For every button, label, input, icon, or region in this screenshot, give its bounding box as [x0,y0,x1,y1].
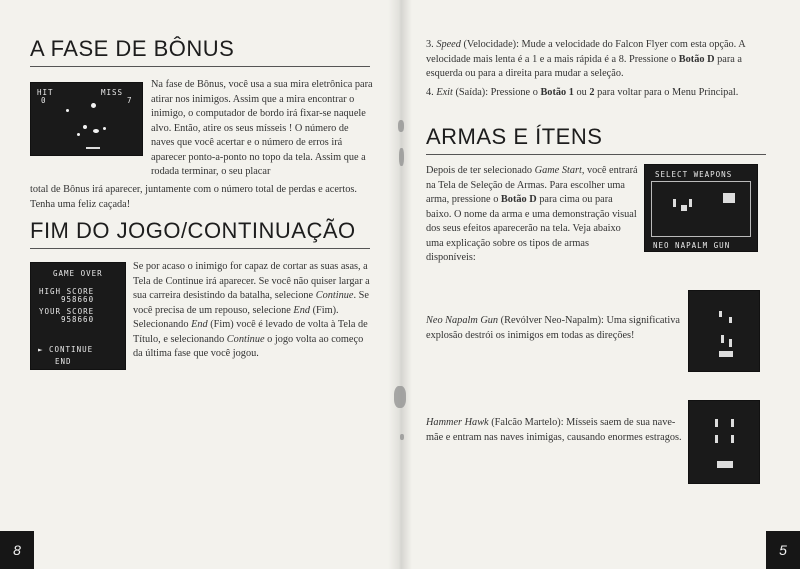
high-score-value: 958660 [61,295,95,304]
explosion-sprite [729,317,732,323]
speed-paragraph: 3. Speed (Velocidade): Mude a velocidade do Falcon Flyer com esta opção. A velocidade mais lenta é a 1 e a mais rápida é a 8. Pressione o Botão D para a esquerda ou para a direita para mudar a seleção. [426,39,746,79]
right-page [390,0,800,569]
bonus-heading-rule [30,66,370,67]
left-page [0,0,390,569]
exit-paragraph: 4. Exit (Saída): Pressione o Botão 1 ou 2 para voltar para o Menu Principal. [426,87,739,98]
end-option: END [55,357,72,366]
star-sprite [66,109,69,112]
neo-napalm-paragraph: Neo Napalm Gun (Revólver Neo-Napalm): Uma significativa explosão destrói os inimigos em todas as direções! [426,315,680,341]
missile-sprite [729,339,732,347]
page-number-left: 8 [0,531,34,569]
your-score-label: YOUR SCORE [39,307,95,316]
crosshair-sprite [93,129,99,133]
hammer-hawk-screenshot [688,400,760,484]
missile-sprite [721,335,724,343]
star-sprite [77,133,80,136]
bonus-paragraph-bottom: total de Bônus irá aparecer, juntamente com o número total de perdas e acertos. Tenha uma feliz caçada! [30,184,357,210]
your-score-value: 958660 [61,315,95,324]
gameover-heading-rule [30,248,370,249]
weapon-preview-frame [651,181,751,237]
star-sprite [103,127,106,130]
select-weapons-title: SELECT WEAPONS [655,170,733,179]
missile-sprite [673,199,676,207]
ground-sprite [86,147,100,149]
gameover-paragraph: Se por acaso o inimigo for capaz de cortar as suas asas, a Tela de Continue irá aparecer. Se você não quiser largar a sua carreira desistindo da batalha, selecione Continue. Se você precisa de um repouso, selecione End (Fim). Selecionando End (Fim) você é levado de volta à Tela de Título, e selecionando Continue o jogo volta ao começo da última fase que você jogou. [133,261,370,359]
enemy-sprite [83,125,87,129]
weapons-heading: ARMAS E ÍTENS [426,124,603,149]
gameover-heading: FIM DO JOGO/CONTINUAÇÃO [30,218,356,243]
bonus-heading: A FASE DE BÔNUS [30,36,235,61]
high-score-label: HIGH SCORE [39,287,95,296]
enemy-sprite [723,193,735,203]
page-number-right: 5 [766,531,800,569]
weapons-heading-rule [426,154,766,155]
hit-value: 0 [41,96,47,105]
ship-sprite [719,351,733,357]
miss-label: MISS [101,88,124,97]
select-weapons-screenshot [644,164,758,252]
continue-option: CONTINUE [49,345,94,354]
enemy-sprite [91,103,96,108]
game-over-label: GAME OVER [53,269,103,278]
missile-sprite [715,419,718,427]
miss-value: 7 [127,96,133,105]
missile-sprite [715,435,718,443]
ship-sprite [681,205,687,211]
hammer-hawk-paragraph: Hammer Hawk (Falcão Martelo): Mísseis saem de sua nave-mãe e entram nas naves inimigas, causando enormes estragos. [426,417,682,443]
weapon-name-label: NEO NAPALM GUN [653,241,731,250]
hit-label: HIT [37,88,54,97]
cursor-icon: ► [38,345,44,354]
explosion-sprite [719,311,722,317]
bonus-paragraph-top: Na fase de Bônus, você usa a sua mira eletrônica para atirar nos inimigos. Assim que a mira encontrar o inimigo, o computador de bordo irá fixar-se naquele alvo. Então, atire os seus mísseis ! O número de naves que você acertar e o número de erros irá aparecer ponto-a-ponto no topo da tela. Assim que a rodada terminar, o seu placar [151,79,373,177]
missile-sprite [731,435,734,443]
bonus-screenshot [30,82,143,156]
missile-sprite [689,199,692,207]
neo-napalm-screenshot [688,290,760,372]
ship-sprite [717,461,733,468]
gameover-screenshot [30,262,126,370]
missile-sprite [731,419,734,427]
weapons-paragraph: Depois de ter selecionado Game Start, você entrará na Tela de Seleção de Armas. Para escolher uma arma, pressione o Botão D para cima ou para baixo. O nome da arma e uma demonstração visual dos seus efeitos aparecerão na tela. Veja abaixo uma explicação sobre os tipos de armas disponíveis: [426,165,638,263]
